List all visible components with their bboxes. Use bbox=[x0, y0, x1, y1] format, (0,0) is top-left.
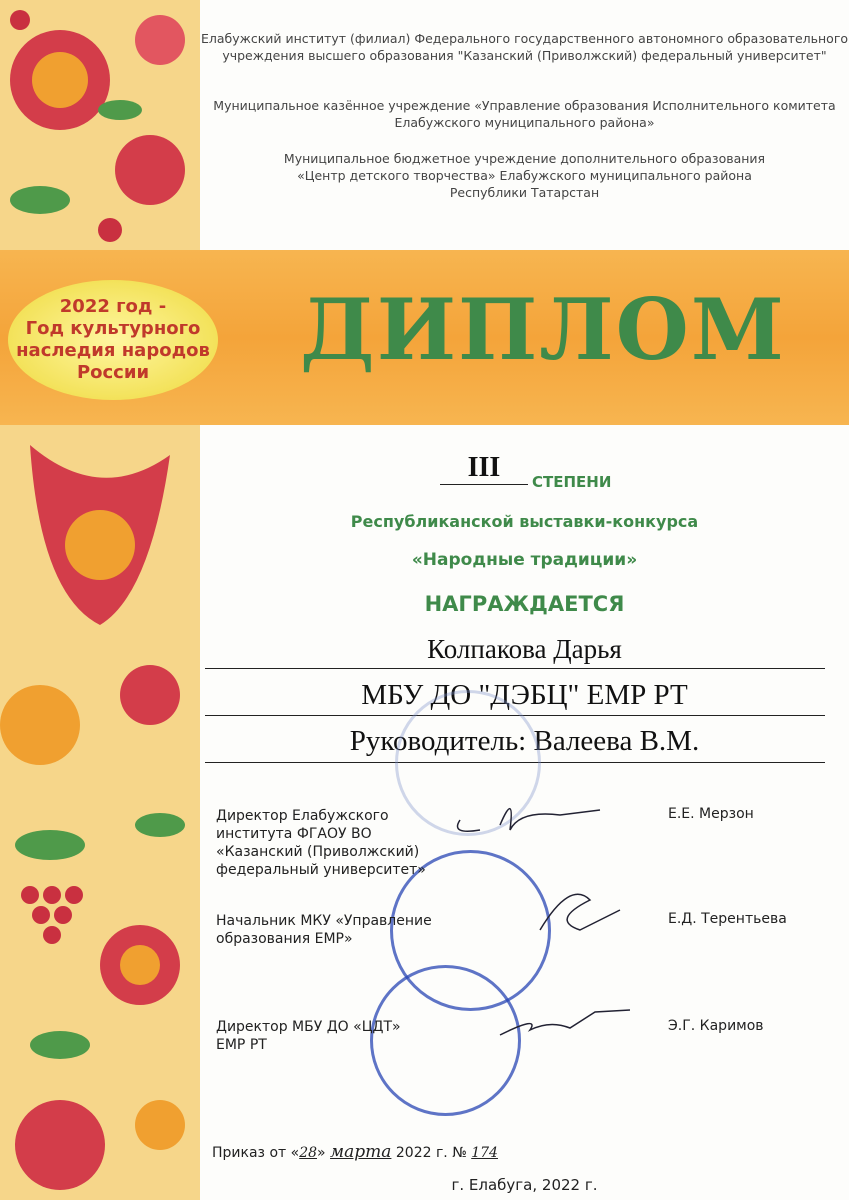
order-reference bbox=[212, 1142, 498, 1162]
order-year: 2022 г. № bbox=[395, 1145, 467, 1161]
year-badge bbox=[8, 280, 218, 400]
signatory-name-3: Э.Г. Каримов bbox=[668, 1018, 764, 1034]
order-month: марта bbox=[330, 1142, 392, 1162]
order-prefix: Приказ от « bbox=[212, 1145, 300, 1161]
signatory-role-3: Директор МБУ ДО «ЦДТ» ЕМР РТ bbox=[216, 1019, 401, 1053]
signatory-role-2: Начальник МКУ «Управление образования ЕМР» bbox=[216, 913, 432, 947]
contest-name: «Народные традиции» bbox=[411, 550, 638, 570]
year-badge-text: 2022 год - Год культурного наследия народов России bbox=[16, 296, 210, 383]
org-1: Елабужский институт (филиал) Федерального государственного автономного образовательного учреждения высшего образования "Казанский (Приволжский) федеральный университет" bbox=[200, 31, 849, 63]
handwritten-signatures bbox=[420, 790, 660, 1090]
supervisor: Руководитель: Валеева В.М. bbox=[349, 725, 700, 757]
recipient-institution: МБУ ДО "ДЭБЦ" ЕМР РТ bbox=[361, 679, 688, 711]
org-2: Муниципальное казённое учреждение «Управление образования Исполнительного комитета Елабужского муниципального района» bbox=[213, 98, 836, 130]
order-quote: » bbox=[317, 1145, 326, 1161]
diploma-title: ДИПЛОМ bbox=[300, 280, 786, 379]
place-and-year: г. Елабуга, 2022 г. bbox=[451, 1176, 598, 1194]
contest-line-1: Республиканской выставки-конкурса bbox=[350, 512, 699, 531]
awarded-label: НАГРАЖДАЕТСЯ bbox=[424, 592, 625, 616]
recipient-name: Колпакова Дарья bbox=[427, 634, 622, 664]
divider bbox=[205, 668, 825, 669]
signatory-role-1: Директор Елабужского института ФГАОУ ВО «Казанский (Приволжский) федеральный университет» bbox=[216, 808, 426, 878]
order-number: 174 bbox=[471, 1145, 498, 1161]
signatory-name-2: Е.Д. Терентьева bbox=[668, 911, 787, 927]
floral-ornament-top bbox=[0, 0, 200, 250]
title-banner bbox=[0, 250, 849, 425]
degree-label: СТЕПЕНИ bbox=[532, 473, 612, 491]
floral-ornament-bottom bbox=[0, 425, 200, 1200]
degree-value: III bbox=[440, 452, 528, 485]
org-3: Муниципальное бюджетное учреждение дополнительного образования «Центр детского творчества» Елабужского муниципального района Республики Татарстан bbox=[283, 151, 766, 200]
signatory-name-1: Е.Е. Мерзон bbox=[668, 806, 754, 822]
order-day: 28 bbox=[299, 1145, 318, 1161]
